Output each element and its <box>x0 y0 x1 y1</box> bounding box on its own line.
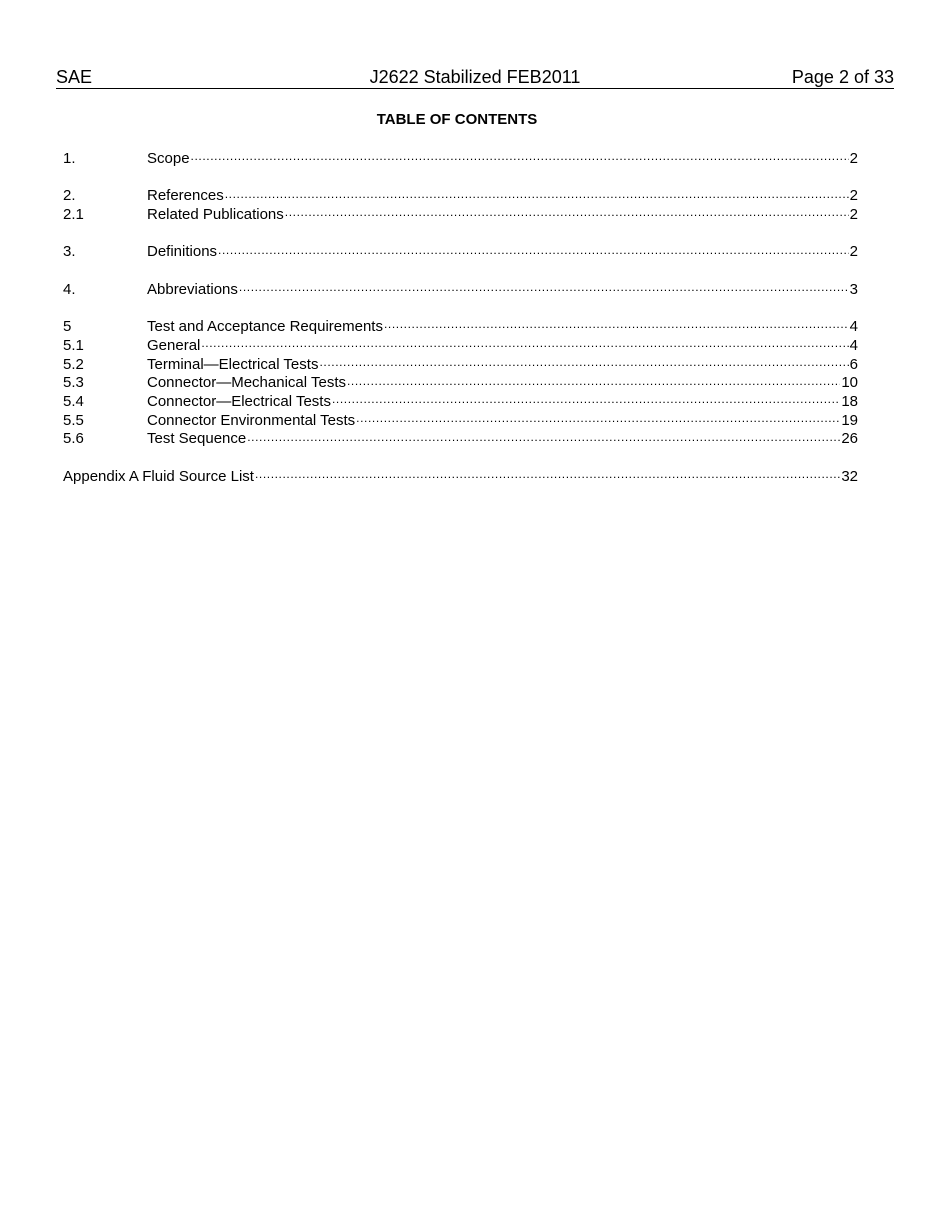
toc-entry-number: 5.1 <box>63 336 84 354</box>
toc-entry[interactable] <box>63 148 858 167</box>
toc-entry-label: Scope <box>147 150 190 167</box>
toc-entry-label: Connector—Electrical Tests <box>147 392 331 410</box>
toc-entry[interactable] <box>63 428 858 447</box>
toc-entry-page: 6 <box>849 355 858 373</box>
toc-entry-page: 10 <box>841 374 858 392</box>
toc-entry-number: 5.2 <box>63 355 84 373</box>
toc-entry-label: Terminal—Electrical Tests <box>147 355 319 373</box>
toc-entry-label: Test and Acceptance Requirements <box>147 318 383 336</box>
toc-entry-number: 5.4 <box>63 392 84 410</box>
toc-leader-dots <box>225 185 849 200</box>
toc-leader-dots <box>255 466 840 481</box>
header-document-id: J2622 Stabilized FEB2011 <box>369 67 581 87</box>
toc-entry-label: References <box>147 187 224 205</box>
toc-entry-number: 4. <box>63 280 76 298</box>
toc-leader-dots <box>247 428 840 443</box>
toc-entry-number: 5.6 <box>63 430 84 448</box>
toc-entry-number: 2.1 <box>63 206 84 224</box>
toc-entry-page: 4 <box>849 318 858 336</box>
toc-leader-dots <box>191 148 849 163</box>
toc-entry-page: 32 <box>841 467 858 485</box>
toc-entry[interactable] <box>63 204 858 223</box>
toc-entry[interactable] <box>63 335 858 354</box>
toc-entry-label: Abbreviations <box>147 280 238 298</box>
toc-entry-page: 3 <box>849 280 858 298</box>
toc-entry-appendix[interactable] <box>63 466 858 485</box>
toc-entry-number: 1. <box>63 150 76 167</box>
toc-entry-label: Appendix A Fluid Source List <box>63 467 254 485</box>
toc-entry-page: 2 <box>849 187 858 205</box>
toc-entry-page: 2 <box>849 243 858 261</box>
toc-entry[interactable] <box>63 279 858 298</box>
toc-leader-dots <box>332 391 840 406</box>
toc-leader-dots <box>201 335 848 350</box>
toc-entry[interactable] <box>63 372 858 391</box>
toc-entry-number: 5 <box>63 318 72 336</box>
toc-entry[interactable] <box>63 316 858 335</box>
toc-entry-page: 26 <box>841 430 858 448</box>
toc-entry-label: Connector—Mechanical Tests <box>147 374 346 392</box>
toc-entry-number: 3. <box>63 243 76 261</box>
toc-entry-label: Definitions <box>147 243 218 261</box>
toc-entry[interactable] <box>63 185 858 204</box>
toc-entry-number: 5.3 <box>63 374 84 392</box>
toc-entry-label: Connector Environmental Tests <box>147 411 356 429</box>
toc-entry-label: Related Publications <box>147 206 284 224</box>
toc-entry-label: General <box>147 336 201 354</box>
toc-leader-dots <box>347 372 840 387</box>
toc-entry-number: 5.5 <box>63 411 84 429</box>
toc-entry-page: 4 <box>849 336 858 354</box>
toc-entry-number: 2. <box>63 187 76 205</box>
toc-entry-page: 18 <box>841 392 858 410</box>
toc-leader-dots <box>239 279 849 294</box>
toc-entry-label: Test Sequence <box>147 430 247 448</box>
page-header <box>56 66 894 89</box>
toc-entry[interactable] <box>63 391 858 410</box>
toc-entry-page: 2 <box>849 150 858 167</box>
toc-leader-dots <box>356 410 840 425</box>
header-page-number: Page 2 of 33 <box>791 67 894 87</box>
table-of-contents <box>63 148 858 484</box>
toc-entry-page: 2 <box>849 206 858 224</box>
toc-leader-dots <box>319 354 848 369</box>
toc-entry[interactable] <box>63 410 858 429</box>
toc-entry-page: 19 <box>841 411 858 429</box>
toc-entry[interactable] <box>63 241 858 260</box>
toc-entry[interactable] <box>63 354 858 373</box>
toc-leader-dots <box>218 241 849 256</box>
toc-leader-dots <box>285 204 849 219</box>
toc-leader-dots <box>384 316 849 331</box>
header-org: SAE <box>56 67 93 87</box>
toc-title: TABLE OF CONTENTS <box>376 111 538 128</box>
